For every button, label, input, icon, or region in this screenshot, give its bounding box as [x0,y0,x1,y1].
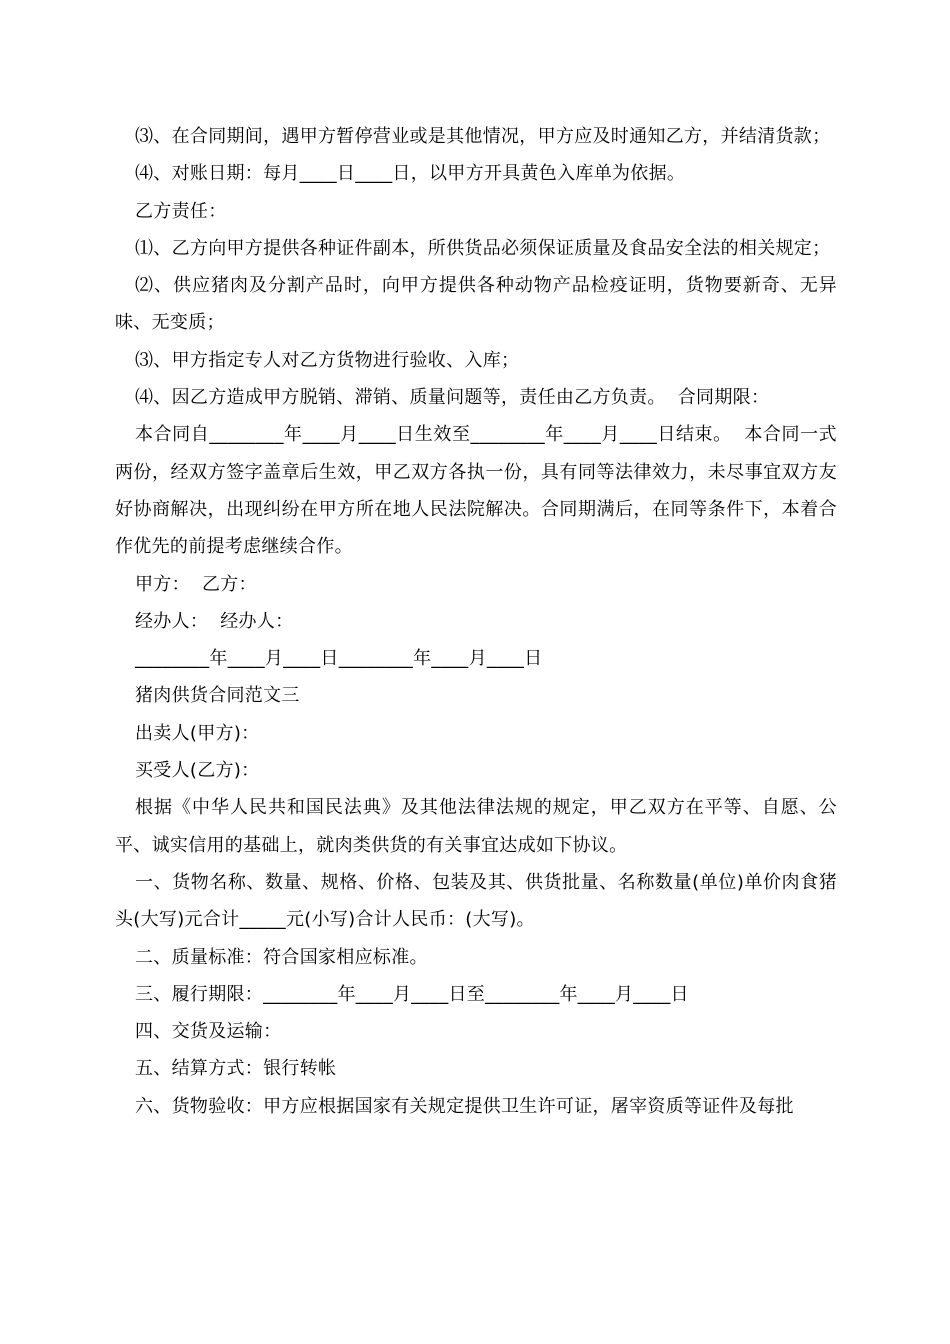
document-page [115,118,837,1125]
clause-paragraph: 四、交货及运输： [135,1021,282,1043]
clause-paragraph: ⑵、供应猪肉及分割产品时，向甲方提供各种动物产品检疫证明，货物要新奇、无异味、无变质； [115,275,837,334]
clause-paragraph: 一、货物名称、数量、规格、价格、包装及其、供货批量、名称数量(单位)单价肉食猪头(大写)元合计_____元(小写)合计人民币：(大写)。 [115,871,837,931]
clause-paragraph: 五、结算方式：银行转帐 [135,1058,337,1080]
clause-paragraph: 二、质量标准：符合国家相应标准。 [135,946,428,968]
document-title: 猪肉供货合同范文三 [135,685,300,707]
buyer-line: 买受人(乙方)： [135,760,260,782]
seller-line: 出卖人(甲方)： [135,722,260,744]
clause-paragraph: ⑴、乙方向甲方提供各种证件副本，所供货品必须保证质量及食品安全法的相关规定； [135,237,831,259]
section-heading: 乙方责任： [135,200,227,222]
clause-paragraph: ⑷、因乙方造成甲方脱销、滞销、质量问题等，责任由乙方负责。 合同期限： [135,387,770,409]
signature-parties-line: 甲方： 乙方： [135,573,257,595]
signature-handlers-line: 经办人： 经办人： [135,610,294,632]
clause-paragraph: ⑶、甲方指定专人对乙方货物进行验收、入库； [135,349,520,371]
clause-paragraph: ⑶、在合同期间，遇甲方暂停营业或是其他情况，甲方应及时通知乙方，并结清货款； [135,126,831,147]
clause-paragraph: 三、履行期限：________年____月____日至________年____月____日 [135,983,689,1005]
clause-paragraph: 六、货物验收：甲方应根据国家有关规定提供卫生许可证，屠宰资质等证件及每批 [135,1095,794,1117]
clause-paragraph: 本合同自________年____月____日生效至________年____月____日结束。 本合同一式两份，经双方签字盖章后生效，甲乙双方各执一份，具有同等法律效力，未尽事宜双方友好协商解决，出现纠纷在甲方所在地人民法院解决。合同期满后，在同等条件下，本着合作优先的前提考虑继续合作。 [115,424,837,558]
preamble-paragraph: 根据《中华人民共和国民法典》及其他法律法规的规定，甲乙双方在平等、自愿、公平、诚实信用的基础上，就肉类供货的有关事宜达成如下协议。 [115,797,837,856]
signature-date-line: ________年____月____日________年____月____日 [135,648,543,670]
clause-paragraph: ⑷、对账日期：每月____日____日，以甲方开具黄色入库单为依据。 [135,163,686,185]
